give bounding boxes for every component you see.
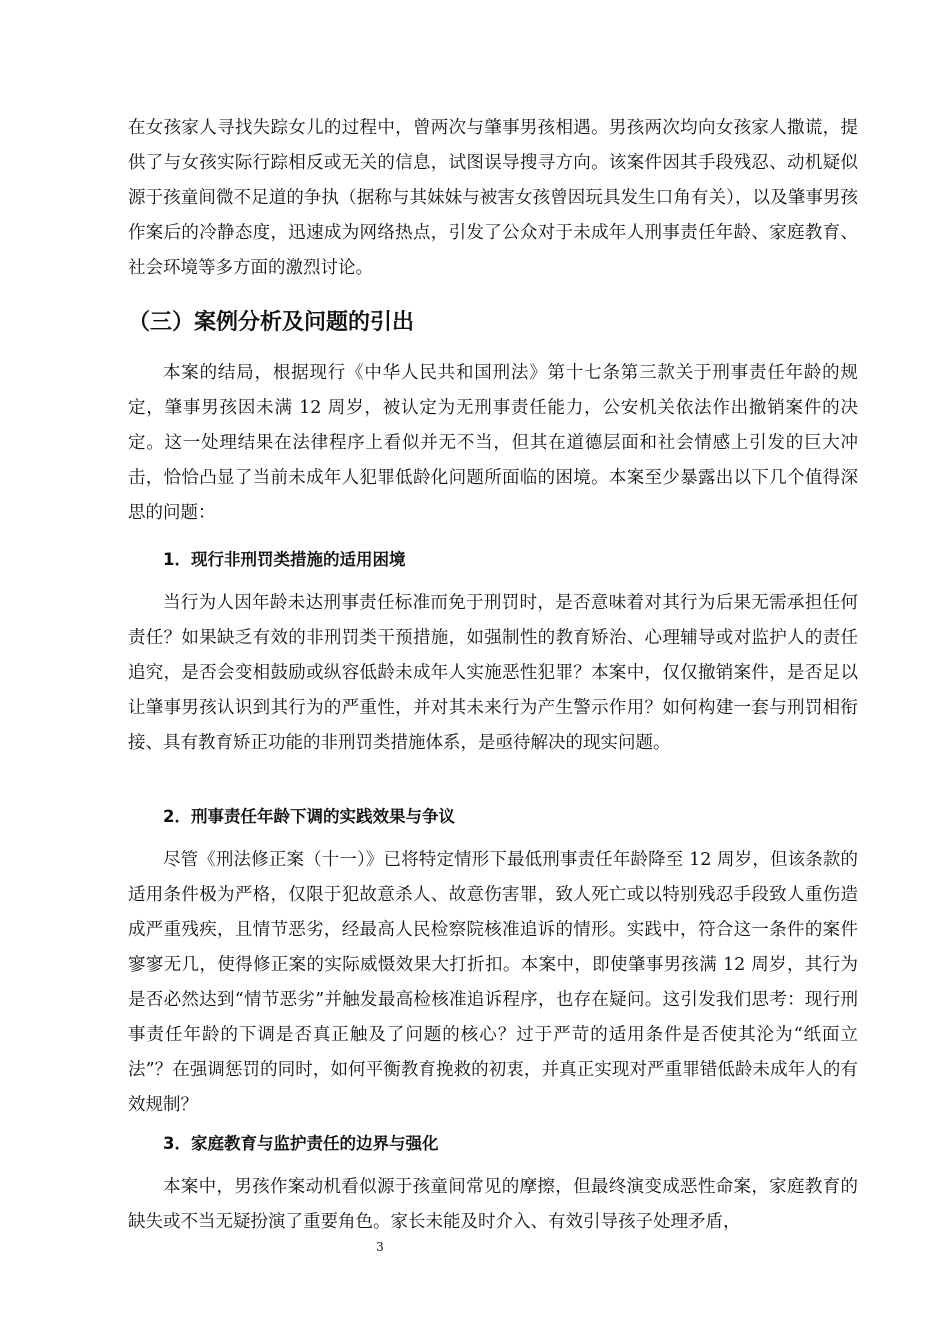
section-heading: （三）案例分析及问题的引出	[128, 310, 415, 335]
subsection-paragraph-3: 本案中，男孩作案动机看似源于孩童间常见的摩擦，但最终演变成恶性命案，家庭教育的缺失或不当无疑扮演了重要角色。家长未能及时介入、有效引导孩子处理矛盾，	[128, 1177, 858, 1232]
section-paragraph-block	[128, 356, 858, 531]
subsection-heading-3: 3．家庭教育与监护责任的边界与强化	[163, 1134, 439, 1153]
subsection-heading-1: 1．现行非刑罚类措施的适用困境	[163, 550, 406, 569]
subsection-paragraph-1: 当行为人因年龄未达刑事责任标准而免于刑罚时，是否意味着对其行为后果无需承担任何责任？如果缺乏有效的非刑罚类干预措施，如强制性的教育矫治、心理辅导或对监护人的责任追究，是否会变相鼓励或纵容低龄未成年人实施恶性犯罪？本案中，仅仅撤销案件，是否足以让肇事男孩认识到其行为的严重性，并对其未来行为产生警示作用？如何构建一套与刑罚相衔接、具有教育矫正功能的非刑罚类措施体系，是亟待解决的现实问题。	[128, 593, 858, 753]
subsection-paragraph-2: 尽管《刑法修正案（十一）》已将特定情形下最低刑事责任年龄降至 12 周岁，但该条款的适用条件极为严格，仅限于犯故意杀人、故意伤害罪，致人死亡或以特别残忍手段致人重伤造成严重残疾，且情节恶劣，经最高人民检察院核准追诉的情形。实践中，符合这一条件的案件寥寥无几，使得修正案的实际威慑效果大打折扣。本案中，即使肇事男孩满 12 周岁，其行为是否必然达到“情节恶劣”并触发最高检核准追诉程序，也存在疑问。这引发我们思考：现行刑事责任年龄的下调是否真正触及了问题的核心？过于严苛的适用条件是否使其沦为“纸面立法”？在强调惩罚的同时，如何平衡教育挽救的初衷，并真正实现对严重罪错低龄未成年人的有效规制？	[128, 850, 858, 1115]
subsection-paragraph-block-1	[128, 586, 858, 761]
section-paragraph: 本案的结局，根据现行《中华人民共和国刑法》第十七条第三款关于刑事责任年龄的规定，肇事男孩因未满 12 周岁，被认定为无刑事责任能力，公安机关依法作出撤销案件的决定。这一处理结果在法律程序上看似并无不当，但其在道德层面和社会情感上引发的巨大冲击，恰恰凸显了当前未成年人犯罪低龄化问题所面临的困境。本案至少暴露出以下几个值得深思的问题：	[128, 363, 858, 523]
page-number: 3	[376, 1240, 384, 1254]
subsection-paragraph-block-2	[128, 843, 858, 1123]
subsection-heading-2: 2．刑事责任年龄下调的实践效果与争议	[163, 807, 455, 826]
intro-paragraph-block	[128, 111, 858, 286]
subsection-paragraph-block-3	[128, 1170, 858, 1240]
intro-paragraph: 在女孩家人寻找失踪女儿的过程中，曾两次与肇事男孩相遇。男孩两次均向女孩家人撒谎，提供了与女孩实际行踪相反或无关的信息，试图误导搜寻方向。该案件因其手段残忍、动机疑似源于孩童间微不足道的争执（据称与其妹妹与被害女孩曾因玩具发生口角有关），以及肇事男孩作案后的冷静态度，迅速成为网络热点，引发了公众对于未成年人刑事责任年龄、家庭教育、社会环境等多方面的激烈讨论。	[128, 118, 858, 278]
